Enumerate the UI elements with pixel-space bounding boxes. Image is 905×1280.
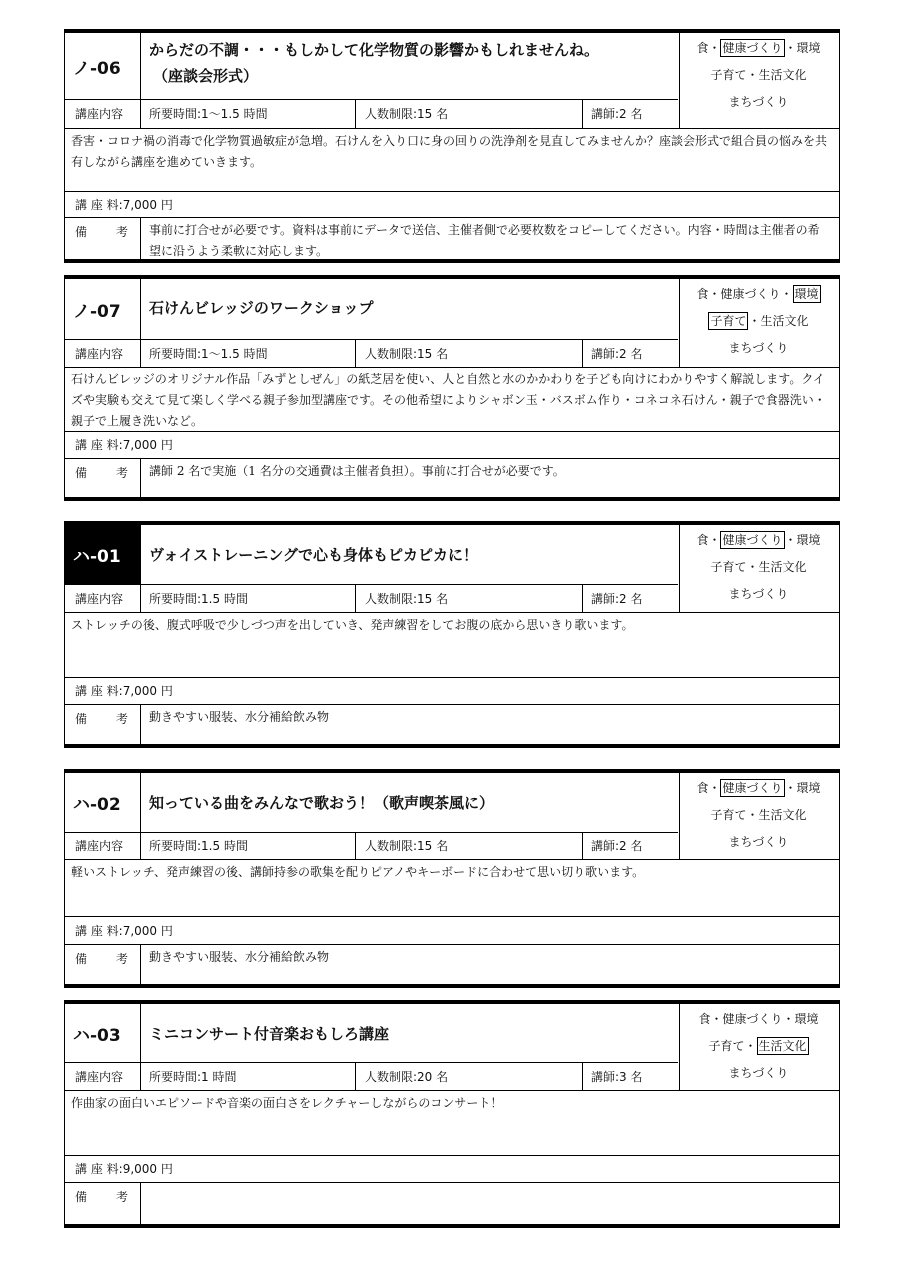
course-title: ヴォイストレーニングで心も身体もピカピカに！ [149,546,478,564]
remarks: 事前に打合せが必要です。資料は事前にデータで送信、主催者側で必要枚数をコピーしてください。内容・時間は主催者の希望に沿うよう柔軟に対応します。 [149,223,820,258]
course-code: ハ-03 [73,1025,121,1046]
description: 石けんビレッジのオリジナル作品「みずとしぜん」の紙芝居を使い、人と自然と水のかかわりを子ども向けにわかりやすく解説します。クイズや実験も交えて見て楽しく学べる親子参加型講座です。その他希望によりシャボン玉・バスボム作り・コネコネ石けん・親子で食器洗い・親子で上履き洗いなど。 [71,372,826,428]
description: 作曲家の面白いエピソードや音楽の面白さをレクチャーしながらのコンサート！ [71,1096,503,1110]
instructors: 講師:2 名 [591,346,643,361]
fee: 講 座 料: 7,000 円 [75,197,173,212]
content-label: 講座内容 [75,346,124,361]
remarks: 動きやすい服装、水分補給飲み物 [149,950,330,964]
category-panel: 食・ 健康づくり ・環境 子育て・生活文化 まちづくり [696,533,821,601]
course-subtitle: （座談会形式） [153,67,259,85]
duration: 所要時間:1 時間 [149,1069,237,1084]
course-title: 石けんビレッジのワークショップ [149,299,374,317]
capacity: 人数制限:20 名 [365,1069,449,1084]
course-title: ミニコンサート付音楽おもしろ講座 [149,1025,390,1043]
course-title [149,33,669,89]
course-code: ハ-02 [73,795,121,815]
course-card-no06 [64,29,840,263]
duration: 所要時間:1〜1.5 時間 [149,346,268,361]
course-card-ha03 [64,1000,840,1228]
course-card-ha01 [64,521,840,748]
content-label: 講座内容 [75,107,124,121]
duration: 所要時間:1.5 時間 [149,839,248,853]
course-title: 知っている曲をみんなで歌おう！（歌声喫茶風に） [149,794,495,812]
fee: 講 座 料: 7,000 円 [75,438,173,452]
category-panel: 食・健康づくり・ 環境 子育て ・生活文化 まちづくり [696,287,819,355]
course-card-no07 [64,275,840,501]
capacity: 人数制限:15 名 [365,107,449,121]
course-card-ha02 [64,769,840,988]
capacity: 人数制限:15 名 [365,346,449,361]
remarks-label: 備 考 [75,465,128,480]
remarks-label: 備 考 [75,1189,128,1204]
course-code: ハ-01 [65,525,140,584]
fee: 講 座 料: 7,000 円 [75,923,173,938]
course-title-text: からだの不調・・・もしかして化学物質の影響かもしれませんね。 [149,41,600,59]
instructors: 講師:2 名 [591,107,643,121]
category-selected: 健康づくり [722,781,783,795]
content-label: 講座内容 [75,839,124,853]
duration: 所要時間:1.5 時間 [149,591,248,606]
remarks-label: 備 考 [75,224,128,239]
duration: 所要時間:1〜1.5 時間 [149,107,268,121]
category-panel: 食・ 健康づくり ・環境 子育て・生活文化 まちづくり [696,781,821,849]
remarks-label: 備 考 [75,951,128,966]
content-label: 講座内容 [75,1069,124,1084]
category-selected: 生活文化 [758,1039,807,1053]
category-selected: 環境 [794,287,819,301]
capacity: 人数制限:15 名 [365,591,449,606]
category-panel: 食・ 健康づくり ・環境 子育て・生活文化 まちづくり [696,41,821,109]
course-code: ノ-07 [73,301,121,322]
instructors: 講師:3 名 [591,1069,643,1084]
category-panel: 食・健康づくり・環境 子育て・ 生活文化 まちづくり [698,1012,819,1080]
description: 香害・コロナ禍の消毒で化学物質過敏症が急増。石けんを入り口に身の回りの洗浄剤を見直してみませんか？座談会形式で組合員の悩みを共有しながら講座を進めていきます。 [71,134,828,169]
category-selected: 健康づくり [722,41,783,55]
description: ストレッチの後、腹式呼吸で少しづつ声を出していき、発声練習をしてお腹の底から思いきり歌います。 [71,618,634,632]
capacity: 人数制限:15 名 [365,839,449,853]
description: 軽いストレッチ、発声練習の後、講師持参の歌集を配りピアノやキーボードに合わせて思い切り歌います。 [71,865,645,879]
category-selected: 子育て [710,314,747,328]
course-code: ノ-06 [73,58,121,79]
category-selected: 健康づくり [722,533,783,547]
remarks: 動きやすい服装、水分補給飲み物 [149,710,330,724]
fee: 講 座 料: 7,000 円 [75,684,173,698]
remarks-label: 備 考 [75,711,128,726]
instructors: 講師:2 名 [591,839,643,853]
content-label: 講座内容 [75,591,124,606]
remarks: 講師 2 名で実施（1 名分の交通費は主催者負担）。事前に打合せが必要です。 [149,464,565,478]
instructors: 講師:2 名 [591,591,643,606]
fee: 講 座 料: 9,000 円 [75,1162,173,1176]
